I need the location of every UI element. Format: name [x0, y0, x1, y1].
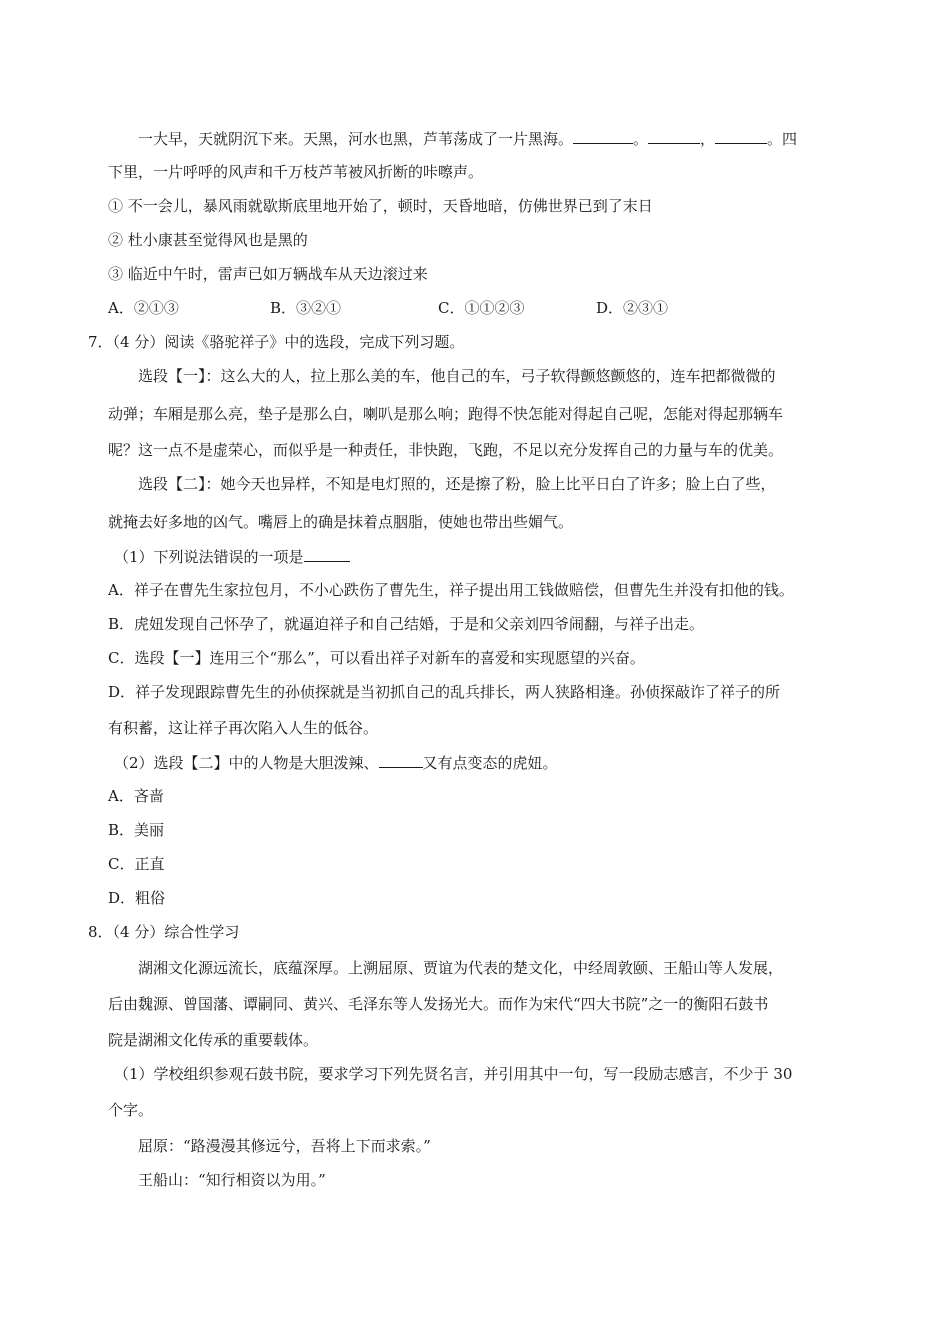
- q6-option-b[interactable]: B．③②①: [270, 299, 342, 317]
- q7-number: 7．: [88, 333, 113, 351]
- q7-seg2-line-2: 就掩去好多地的凶气。嘴唇上的确是抹着点胭脂，使她也带出些媚气。: [108, 513, 574, 531]
- q8-header: [88, 922, 870, 942]
- q8-intro-line-1: 湖湘文化源远流长，底蕴深厚。上溯屈原、贾谊为代表的楚文化，中经周敦颐、王船山等人发展，: [138, 959, 784, 977]
- q7-sub2-option-d[interactable]: D．粗俗: [108, 889, 166, 907]
- q6-item-1: ① 不一会儿，暴风雨就歇斯底里地开始了，顿时，天昏地暗，仿佛世界已到了末日: [108, 197, 653, 215]
- q8-intro-line-2: 后由魏源、曾国藩、谭嗣同、黄兴、毛泽东等人发扬光大。而作为宋代“四大书院”之一的衡阳石鼓书: [108, 995, 769, 1013]
- q7-sub2-option-a[interactable]: A．吝啬: [108, 787, 164, 805]
- q8-quote-quyuan: 屈原：“路漫漫其修远兮，吾将上下而求索。”: [138, 1137, 431, 1155]
- answer-blank[interactable]: [648, 128, 700, 144]
- answer-blank[interactable]: [379, 752, 423, 768]
- q7-seg1-line-3: 呢？这一点不是虚荣心，而似乎是一种责任，非快跑，飞跑，不足以充分发挥自己的力量与车的优美。: [108, 441, 784, 459]
- q7-sub2: （2）选段【二】中的人物是大胆泼辣、 又有点变态的虎妞。: [114, 754, 558, 772]
- q6-passage-line-2: 下里，一片呼呼的风声和千万枝芦苇被风折断的咔嚓声。: [108, 163, 484, 181]
- q8-stem: （4 分）综合性学习: [112, 923, 240, 941]
- q7-seg1-line-1: 选段【一】：这么大的人，拉上那么美的车，他自己的车，弓子软得颤悠颤悠的，连车把都微微的: [138, 367, 776, 385]
- q7-header: [88, 332, 870, 352]
- q6-option-d[interactable]: D．②③①: [596, 299, 669, 317]
- q6-option-a[interactable]: A．②①③: [108, 299, 179, 317]
- q7-sub2-option-c[interactable]: C．正直: [108, 855, 165, 873]
- answer-blank[interactable]: [715, 128, 767, 144]
- q7-sub1-option-d-cont: 有积蓄，这让祥子再次陷入人生的低谷。: [108, 719, 379, 737]
- q7-stem: （4 分）阅读《骆驼祥子》中的选段，完成下列习题。: [112, 333, 465, 351]
- q7-sub1-option-c[interactable]: C．选段【一】连用三个“那么”，可以看出祥子对新车的喜爱和实现愿望的兴奋。: [108, 649, 645, 667]
- q6-passage-line-1: 一大早，天就阴沉下来。天黑，河水也黑，芦苇荡成了一片黑海。 。 ， 。四: [138, 130, 798, 148]
- q7-sub1-option-a[interactable]: A．祥子在曹先生家拉包月，不小心跌伤了曹先生，祥子提出用工钱做赔偿，但曹先生并没有扣他的钱。: [108, 581, 794, 599]
- q8-sub1-line-1: （1）学校组织参观石鼓书院，要求学习下列先贤名言，并引用其中一句，写一段励志感言，不少于 30: [114, 1065, 793, 1083]
- q6-item-2: ② 杜小康甚至觉得风也是黑的: [108, 231, 308, 249]
- q7-sub1: （1）下列说法错误的一项是: [114, 546, 870, 567]
- q7-sub2-option-b[interactable]: B．美丽: [108, 821, 165, 839]
- q8-intro-line-3: 院是湖湘文化传承的重要载体。: [108, 1031, 319, 1049]
- answer-blank[interactable]: [573, 128, 633, 144]
- q8-sub1-line-2: 个字。: [108, 1101, 154, 1119]
- q8-number: 8．: [88, 923, 113, 941]
- q6-option-c[interactable]: C．①①②③: [438, 299, 525, 317]
- q8-quote-wangchuanshan: 王船山：“知行相资以为用。”: [138, 1171, 326, 1189]
- q6-item-3: ③ 临近中午时，雷声已如万辆战车从天边滚过来: [108, 265, 428, 283]
- q7-seg2-line-1: 选段【二】：她今天也异样，不知是电灯照的，还是擦了粉，脸上比平日白了许多；脸上白了些，: [138, 475, 776, 493]
- q7-sub1-option-b[interactable]: B．虎妞发现自己怀孕了，就逼迫祥子和自己结婚，于是和父亲刘四爷闹翻，与祥子出走。: [108, 615, 705, 633]
- q7-seg1-line-2: 动弹；车厢是那么亮，垫子是那么白，喇叭是那么响；跑得不快怎能对得起自己呢，怎能对得起那辆车: [108, 405, 784, 423]
- answer-blank[interactable]: [304, 546, 350, 562]
- q7-sub1-option-d[interactable]: D．祥子发现跟踪曹先生的孙侦探就是当初抓自己的乱兵排长，两人狭路相逢。孙侦探敲诈了祥子的所: [108, 683, 781, 701]
- q6-passage-text: 一大早，天就阴沉下来。天黑，河水也黑，芦苇荡成了一片黑海。: [138, 130, 574, 148]
